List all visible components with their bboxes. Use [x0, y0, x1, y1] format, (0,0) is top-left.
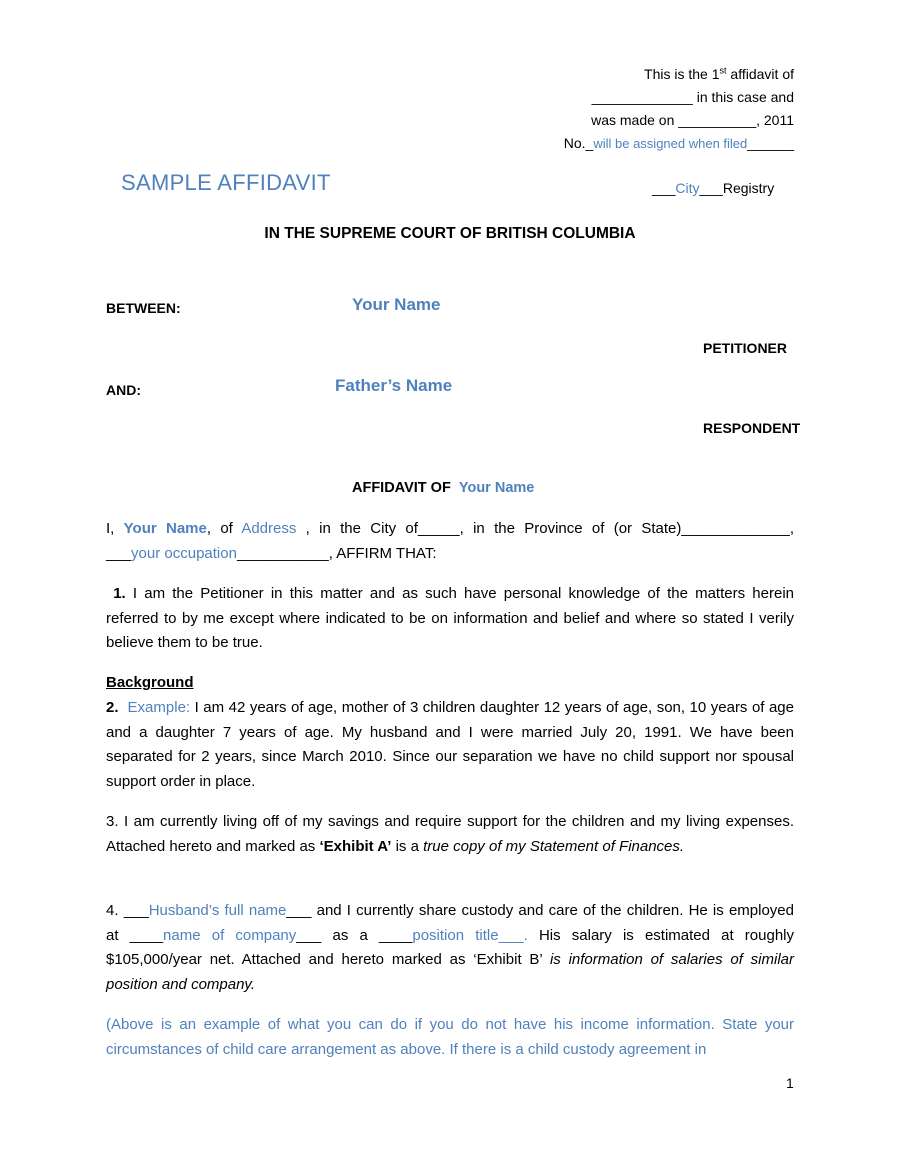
page-number: 1: [786, 1075, 794, 1091]
intro-line-1: I, Your Name, of Address , in the City of_____, in the Province of (or State)_____________,: [106, 520, 794, 537]
affidavit-heading: AFFIDAVIT OF Your Name: [352, 480, 535, 496]
header-line-3: was made on __________, 2011: [591, 112, 794, 128]
intro-line-2: ___your occupation___________, AFFIRM THAT:: [106, 545, 437, 562]
instruction-note: (Above is an example of what you can do if you do not have his income information. State your circumstances of child care arrangement as above. If there is a child custody agreement in: [106, 1016, 794, 1058]
header-line-1: This is the 1st affidavit of: [644, 65, 794, 82]
petitioner-label: PETITIONER: [703, 340, 788, 356]
registry: ___City___Registry: [652, 180, 775, 196]
paragraph-2: 2. Example: I am 42 years of age, mother of 3 children daughter 12 years of age, son, 10 years of age and a daughter 7 years of age. My husband and I were married July 20, 1991. We have been separated for 2 years, since March 2010. Since our separation we have no child support nor spousal support order in place.: [106, 699, 794, 791]
court-heading: IN THE SUPREME COURT OF BRITISH COLUMBIA: [264, 225, 636, 242]
paragraph-1: 1. I am the Petitioner in this matter and as such have personal knowledge of the matters herein referred to by me except where indicated to be on information and belief and where so stated I verily believe them to be true.: [106, 585, 794, 652]
paragraph-3: 3. I am currently living off of my savings and require support for the children and my living expenses. Attached hereto and marked as ‘Exhibit A’ is a true copy of my Statement of Finances.: [106, 813, 794, 855]
header-line-4: No._will be assigned when filed______: [563, 135, 794, 151]
petitioner-name: Your Name: [352, 295, 441, 314]
between-label: BETWEEN:: [106, 300, 181, 316]
respondent-label: RESPONDENT: [703, 420, 801, 436]
background-heading: Background: [106, 674, 194, 691]
respondent-name: Father’s Name: [335, 376, 453, 395]
and-label: AND:: [106, 382, 141, 398]
document-title: SAMPLE AFFIDAVIT: [121, 170, 331, 195]
paragraph-4: 4. ___Husband’s full name___ and I currently share custody and care of the children. He is employed at ____name of company___ as a ____position title___. His salary is estimated at roughly $105,000/year net. Attached and hereto marked as ‘Exhibit B’ is information of salaries of similar position and company.: [106, 902, 795, 994]
header-line-2: _____________ in this case and: [591, 89, 794, 105]
